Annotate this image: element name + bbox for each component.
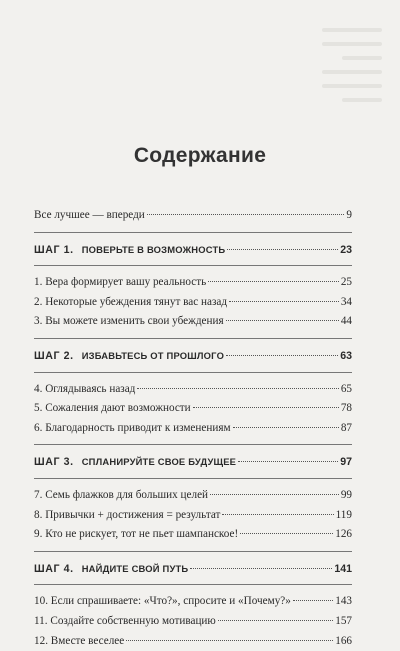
toc-entry[interactable] [34, 399, 352, 419]
section-name: ПОВЕРЬТЕ В ВОЗМОЖНОСТЬ [82, 244, 226, 255]
section-step: ШАГ 4. [34, 563, 74, 575]
toc-entry-page: 25 [341, 273, 352, 293]
dot-leader [240, 533, 333, 534]
toc-section-label [34, 559, 188, 580]
toc-entry[interactable] [34, 486, 352, 506]
toc-section-label [34, 346, 224, 367]
dot-leader [147, 214, 345, 215]
section-divider [34, 338, 352, 339]
toc-entry[interactable] [34, 380, 352, 400]
toc-entry-page: 143 [335, 592, 352, 612]
toc-entry-label: 9. Кто не рискует, тот не пьет шампанское! [34, 525, 238, 545]
toc-entry-page: 166 [335, 632, 352, 651]
toc-section-label [34, 240, 225, 261]
toc-section-page: 23 [340, 241, 352, 261]
section-name: НАЙДИТЕ СВОЙ ПУТЬ [82, 563, 189, 574]
toc-entry[interactable] [34, 632, 352, 651]
toc-entry-intro[interactable] [34, 206, 352, 226]
toc-entry-label: 11. Создайте собственную мотивацию [34, 612, 216, 632]
toc-entry-page: 126 [335, 525, 352, 545]
toc-entry-label: 4. Оглядываясь назад [34, 380, 135, 400]
toc-entry-page: 34 [341, 293, 352, 313]
section-divider [34, 584, 352, 585]
dot-leader [293, 600, 333, 601]
toc-entry[interactable] [34, 312, 352, 332]
section-name: ИЗБАВЬТЕСЬ ОТ ПРОШЛОГО [82, 350, 224, 361]
page-title: Содержание [0, 144, 400, 168]
section-step: ШАГ 3. [34, 456, 74, 468]
toc-entry-page: 78 [341, 399, 352, 419]
table-of-contents [34, 206, 352, 651]
dot-leader [229, 301, 339, 302]
toc-entry[interactable] [34, 592, 352, 612]
dot-leader [193, 407, 339, 408]
section-divider [34, 232, 352, 233]
toc-section-page: 63 [340, 347, 352, 367]
toc-section-4[interactable] [34, 559, 352, 579]
toc-entry[interactable] [34, 293, 352, 313]
toc-entry-page: 99 [341, 486, 352, 506]
toc-section-page: 97 [340, 453, 352, 473]
dot-leader [218, 620, 333, 621]
section-divider [34, 265, 352, 266]
dot-leader [222, 514, 333, 515]
toc-entry[interactable] [34, 612, 352, 632]
dot-leader [238, 461, 338, 462]
toc-entry[interactable] [34, 419, 352, 439]
toc-entry-label: 6. Благодарность приводит к изменениям [34, 419, 231, 439]
dot-leader [208, 281, 339, 282]
toc-entry-page: 44 [341, 312, 352, 332]
toc-entry-label: 1. Вера формирует вашу реальность [34, 273, 206, 293]
dot-leader [190, 568, 332, 569]
toc-entry-label: 8. Привычки + достижения = результат [34, 506, 220, 526]
toc-entry-label: 12. Вместе веселее [34, 632, 124, 651]
dot-leader [137, 388, 338, 389]
bleed-through-text [322, 28, 382, 112]
section-divider [34, 444, 352, 445]
dot-leader [226, 355, 338, 356]
toc-entry-label: 2. Некоторые убеждения тянут вас назад [34, 293, 227, 313]
toc-section-1[interactable] [34, 240, 352, 260]
toc-entry-label: 3. Вы можете изменить свои убеждения [34, 312, 224, 332]
section-step: ШАГ 1. [34, 244, 74, 256]
toc-entry-page: 119 [336, 506, 352, 526]
toc-entry[interactable] [34, 506, 352, 526]
toc-entry[interactable] [34, 273, 352, 293]
toc-section-3[interactable] [34, 452, 352, 472]
toc-entry-label: 5. Сожаления дают возможности [34, 399, 191, 419]
dot-leader [226, 320, 339, 321]
dot-leader [126, 640, 333, 641]
toc-entry-label: 7. Семь флажков для больших целей [34, 486, 208, 506]
toc-entry-label: Все лучшее — впереди [34, 206, 145, 226]
section-name: СПЛАНИРУЙТЕ СВОЕ БУДУЩЕЕ [82, 456, 236, 467]
section-divider [34, 551, 352, 552]
toc-entry-page: 87 [341, 419, 352, 439]
toc-entry-page: 9 [346, 206, 352, 226]
toc-section-2[interactable] [34, 346, 352, 366]
section-step: ШАГ 2. [34, 350, 74, 362]
toc-entry-page: 157 [335, 612, 352, 632]
section-divider [34, 478, 352, 479]
toc-section-label [34, 452, 236, 473]
toc-section-page: 141 [334, 560, 352, 580]
dot-leader [210, 494, 339, 495]
dot-leader [227, 249, 338, 250]
dot-leader [233, 427, 339, 428]
toc-entry-page: 65 [341, 380, 352, 400]
toc-entry[interactable] [34, 525, 352, 545]
toc-entry-label: 10. Если спрашиваете: «Что?», спросите и «Почему?» [34, 592, 291, 612]
section-divider [34, 372, 352, 373]
